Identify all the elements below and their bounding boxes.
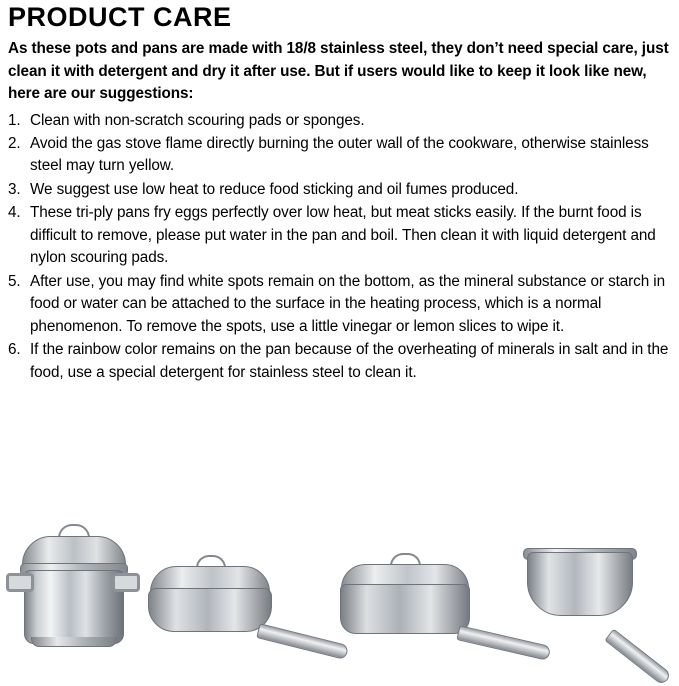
list-item-number: 2. <box>8 134 21 152</box>
saucepan-body <box>527 552 633 616</box>
list-item-number: 1. <box>8 111 21 129</box>
product-stock-pot-with-lid <box>8 494 138 644</box>
list-item <box>8 202 671 269</box>
list-item-text: After use, you may find white spots remain on the bottom, as the mineral substance or starch in food or water can be attached to the surface in the heating process, which is a normal phenomenon. To remove the spots, use a little vinegar or lemon slices to wipe it. <box>30 272 665 335</box>
pot-body <box>24 570 124 644</box>
product-fry-pan-with-lid <box>148 532 348 642</box>
list-item <box>8 179 671 201</box>
list-item <box>8 339 671 384</box>
pot-handle-right <box>112 573 140 592</box>
pan-body <box>340 584 470 634</box>
list-item <box>8 110 671 132</box>
list-item-number: 6. <box>8 341 21 359</box>
list-item-number: 4. <box>8 204 21 222</box>
list-item <box>8 271 671 338</box>
list-item-text: If the rainbow color remains on the pan because of the overheating of minerals in salt and in the food, use a special detergent for stainless steel to clean it. <box>30 341 669 381</box>
list-item-text: Avoid the gas stove flame directly burning the outer wall of the cookware, otherwise stainless steel may turn yellow. <box>30 134 649 175</box>
list-item-text: We suggest use low heat to reduce food sticking and oil fumes produced. <box>30 180 519 198</box>
care-instructions-list <box>8 110 671 385</box>
list-item-text: These tri-ply pans fry eggs perfectly over low heat, but meat sticks easily. If the burnt food is difficult to remove, please put water in the pan and boil. Then clean it with liquid detergent and nylon scouring pads. <box>30 204 656 267</box>
page-title: PRODUCT CARE <box>8 2 232 32</box>
pan-body <box>148 588 272 632</box>
list-item <box>8 133 671 178</box>
product-image-row <box>0 491 679 656</box>
pan-handle <box>256 623 349 660</box>
pot-handle-left <box>6 573 34 592</box>
product-saucepan <box>489 530 669 640</box>
list-item-number: 5. <box>8 272 21 290</box>
list-item-number: 3. <box>8 180 21 198</box>
saucepan-handle <box>604 629 672 686</box>
intro-paragraph: As these pots and pans are made with 18/8 stainless steel, they don’t need special care, just clean it with detergent and dry it after use. But if users would like to keep it look like new, here are our suggestions: <box>8 40 669 103</box>
list-item-text: Clean with non-scratch scouring pads or sponges. <box>30 111 365 129</box>
